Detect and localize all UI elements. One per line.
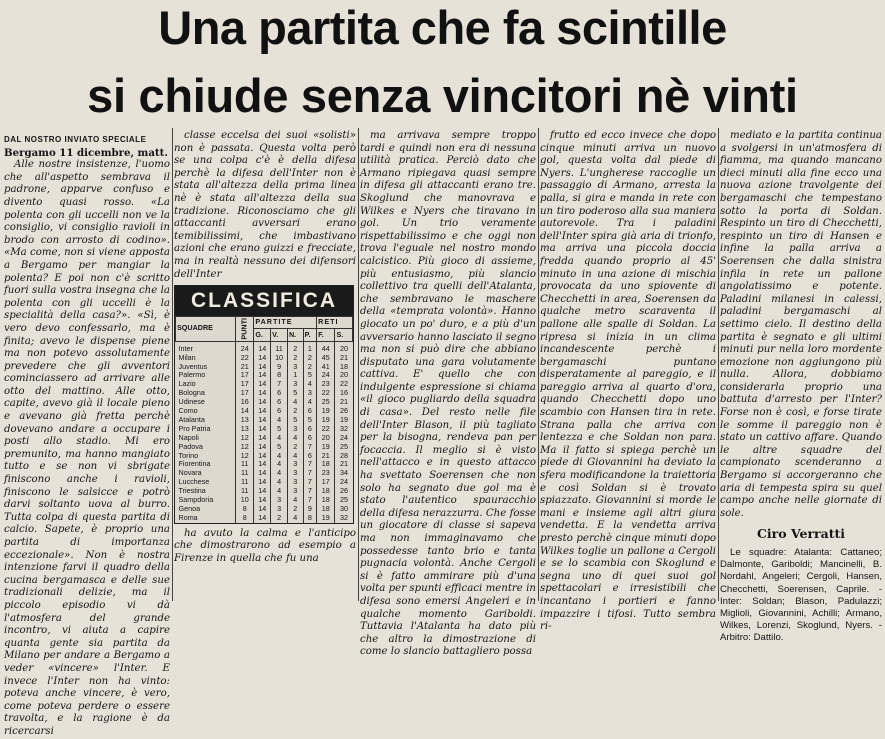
table-cell: 28 [335,452,353,461]
col-header-punti: PUNTI [236,317,254,342]
article-column-4 [540,130,716,633]
table-cell: 3 [287,363,303,372]
table-cell: 22 [317,425,335,434]
table-cell: 4 [271,416,288,425]
table-cell: 4 [271,487,288,496]
table-cell: 30 [335,505,353,514]
table-cell: 1 [303,341,317,353]
table-cell: 14 [254,434,271,443]
team-name: Juventus [178,361,208,371]
team-name: Roma [178,512,198,522]
table-row [176,341,353,353]
table-cell: 17 [236,380,254,389]
table-cell: 21 [317,452,335,461]
table-cell: 21 [335,354,353,363]
table-cell: 14 [254,460,271,469]
author-signature: Ciro Verratti [756,526,846,542]
table-cell: 6 [303,425,317,434]
table-cell: 7 [303,496,317,505]
table-cell: 41 [317,363,335,372]
table-cell: 14 [254,389,271,398]
table-cell: 26 [335,487,353,496]
table-cell: 6 [303,452,317,461]
table-cell: 2 [287,407,303,416]
table-cell: 3 [271,496,288,505]
body-text: ha avuto la calma e l'anticipo che dimostrarono ad esempio a Firenze in quella che fu una [174,527,356,564]
team-name: Palermo [178,370,206,380]
table-cell: 12 [236,434,254,443]
table-cell: 14 [254,505,271,514]
col-header-n: N. [287,329,303,341]
body-text: classe eccelsa dei suoi «solisti» non è passata. Questa volta però se una colpa c'è è della difesa perchè la difesa dell'Inter non è stata all'altezza della prima linea nè è stata all'altezza della sua tradizione. Riconosciamo che gli attaccanti avversari erano temibilissimi, che imbastivano azioni che erano guizzi e frecciate, ma in realtà nessuno dei difensori dell'Inter [174,130,356,280]
table-cell: 8 [236,514,254,523]
table-cell: 25 [335,496,353,505]
dateline: DAL NOSTRO INVIATO SPECIALE [4,135,147,144]
table-cell: 4 [303,398,317,407]
team-name: Como [178,406,198,416]
table-cell: 23 [317,469,335,478]
table-cell: 13 [236,416,254,425]
standings-grid [175,316,353,523]
table-cell: 4 [271,469,288,478]
col-header-partite: PARTITE [254,317,317,329]
table-cell: 6 [303,434,317,443]
table-cell: 19 [317,416,335,425]
table-cell: 7 [303,460,317,469]
table-cell: 9 [271,363,288,372]
table-cell: 11 [236,487,254,496]
table-cell: 7 [303,487,317,496]
table-cell: 2 [287,354,303,363]
table-cell: 2 [287,505,303,514]
table-cell: 18 [317,460,335,469]
team-name: Lazio [178,379,196,389]
column-rule [538,128,539,601]
body-text: Alle nostre insistenze, l'uomo che all'aspetto sembrava il padrone, apparve confuso e divento quasi rosso. «La polenta con gli uccelli non ve la consiglio, vi consiglio ravioli in brodo con arrosto di codino». «Ma come, non si viene apposta a Bergamo per mangiar la polenta? E poi non c'è scritto fuori sulla vostra insegna che la polenta con gli uccelli è la specialità della casa?». «Sì, è vero devo confessarlo, ma è finita; avevo le dispense piene ma non potevo assolutamente prevedere che gli avventori cominciassero ad arrivare alle otto del mattino. Alle otto, capite, avevo già il locale pieno e avevano già fretta perchè dovevano andare a occupare i posti allo stadio. Mi ero premunito, ma hanno mangiato tutto e se non vi sbrigate finiscono anche i ravioli, finiscono le salsicce e potrò darvi soltanto uova al burro. Tutta colpa di questa partita di calcio. Sapete, è proprio una partita di importanza eccezionale». Non è nostra intenzione farvi il quadro della cucina bergamasca e delle sue tradizionali delizie, ma il piccolo episodio vi dà l'atmosfera del grande incontro, vi aiuta a capire quanta gente sia partita da Milano per andare a Bergamo a veder «vincere» l'Inter. E invece l'Inter non ha vinto: poteva anche vincere, è vero, come poteva perdere o essere travolta, e la ragione è da ricercarsi [4,159,170,737]
team-name: Padova [178,441,203,451]
table-cell: 3 [287,469,303,478]
team-name: Torino [178,450,199,460]
table-cell: 4 [271,452,288,461]
table-cell: 17 [317,478,335,487]
table-cell: 18 [317,487,335,496]
table-cell: 8 [271,371,288,380]
table-cell: 3 [287,487,303,496]
headline-line-1: Una partita che fa scintille [158,1,727,54]
table-cell: 22 [236,354,254,363]
col-header-p: P. [303,329,317,341]
table-cell: 25 [317,398,335,407]
table-cell: 2 [303,363,317,372]
col-header-f: F. [317,329,335,341]
article-column-1 [4,130,170,737]
table-cell: 14 [254,354,271,363]
table-cell: 14 [254,398,271,407]
table-cell: 4 [287,514,303,523]
table-cell: 6 [271,407,288,416]
table-cell: 32 [335,514,353,523]
table-cell: 22 [317,389,335,398]
table-cell: 1 [287,371,303,380]
table-cell: 14 [254,443,271,452]
table-cell: 2 [287,341,303,353]
table-cell: 11 [236,460,254,469]
table-cell: 24 [335,478,353,487]
table-cell: 12 [236,452,254,461]
table-cell: 6 [271,389,288,398]
team-name: Udinese [178,397,205,407]
team-name: Sampdoria [178,495,214,505]
team-name: Pro Patria [178,423,211,433]
table-cell: 16 [335,389,353,398]
table-cell: 24 [236,341,254,353]
table-cell: 20 [335,341,353,353]
table-cell: 4 [271,460,288,469]
table-cell: 2 [287,443,303,452]
table-cell: 44 [317,341,335,353]
table-cell: 4 [271,434,288,443]
table-cell: 45 [317,354,335,363]
table-cell: 18 [317,496,335,505]
table-cell: 7 [303,469,317,478]
table-cell: 19 [317,407,335,416]
standings-body [176,341,353,523]
article-column-5 [720,130,882,644]
table-cell: 14 [254,363,271,372]
table-cell: 24 [335,434,353,443]
table-cell: 4 [287,496,303,505]
table-cell: 20 [335,371,353,380]
team-name: Bologna [178,388,205,398]
table-cell: 7 [303,478,317,487]
table-cell: 6 [303,407,317,416]
table-cell: 21 [236,363,254,372]
table-cell: 3 [287,460,303,469]
table-cell: 14 [236,407,254,416]
table-cell: 6 [271,398,288,407]
table-cell: 14 [254,487,271,496]
table-cell: 22 [335,380,353,389]
table-cell: 14 [254,496,271,505]
table-cell: 4 [287,452,303,461]
article-column-2 [174,130,356,601]
table-cell: 4 [287,434,303,443]
table-cell: 3 [287,425,303,434]
table-cell: 4 [303,380,317,389]
table-cell: 9 [303,505,317,514]
table-cell: 17 [236,371,254,380]
team-name: Lucchese [178,477,210,487]
table-cell: 12 [236,443,254,452]
table-cell: 14 [254,371,271,380]
table-cell: 14 [254,407,271,416]
table-cell: 5 [287,416,303,425]
table-cell: 18 [317,505,335,514]
table-cell: 24 [317,371,335,380]
table-cell: 14 [254,514,271,523]
table-cell: 32 [335,425,353,434]
headline-line-2: si chiude senza vincitori nè vinti [87,69,798,122]
table-cell: 3 [271,505,288,514]
team-name: Napoli [178,432,199,442]
table-cell: 26 [335,407,353,416]
table-cell: 14 [254,469,271,478]
table-cell: 11 [236,469,254,478]
table-row [176,514,353,523]
body-text: mediato e la partita continua a svolgersi in un'atmosfera di fiamma, ma quando mancano dieci minuti alla fine ecco una nuova azione travolgente dei bergamaschi che tempestano sotto la porta di Soldan. Respinto un tiro di Checchetti, respinto un tiro di Hansen e infine la palla arriva a Soerensen che dalla sinistra infila in rete un pallone angolatissimo e potente. Paladini milanesi in calessi, paladini bergamaschi al settimo cielo. Il destino della partita è segnato e gli ultimi minuti pur nella loro mordente emozione non aggiungono più nulla. Allora, dobbiamo considerarla proprio una battuta d'arresto per l'Inter? Forse non è così, e forse tirate le somme il pareggio non è stato un cattivo affare. Quando le altre squadre del campionato scenderanno a Bergamo si accorgeranno che aria di tempesta spira su quel campo anche nelle giornate di sole. [720,130,882,519]
table-cell: 14 [254,416,271,425]
col-header-g: G. [254,329,271,341]
table-cell: 11 [271,341,288,353]
team-name: Novara [178,468,202,478]
table-cell: 14 [254,478,271,487]
table-cell: 5 [271,443,288,452]
table-cell: 18 [335,363,353,372]
team-lineups: Le squadre: Atalanta: Cattaneo; Dalmonte, Gariboldi; Mancinelli, B. Nordahl, Angeleri; Cergoli, Hansen, Checchetti, Soerensen, Caprile. - Inter: Soldan; Blason, Padulazzi; Miglioli, Giovannini, Achilli; Armano, Wilkes, Lorenzi, Skoglund, Nyers. - Arbitro: Dattilo. [720,547,882,644]
table-cell: 34 [335,469,353,478]
column-rule [718,128,719,601]
col-header-reti: RETI [317,317,353,329]
body-text: frutto ed ecco invece che dopo cinque minuti arriva un nuovo gol, questa volta dal piede di Nyers. L'ungherese raccoglie un passaggio di Armano, arresta la palla, si gira e manda in rete con un tiro poderoso alla sua maniera autorevole. Tra i paladini dell'Inter spira già aria di trionfo, ma arriva una piccola doccia fredda quando proprio al 45' minuto in una azione di mischia provocata da uno spiovente di Checchetti in area, Soerensen da qualche metro scaraventa il pallone alle spalle di Soldan. La ripresa si inizia in un clima incandescente perchè i bergamaschi puntano disperatamente al pareggio, e il pareggio arriva al quarto d'ora, quando Checchetti dopo uno scambio con Hansen tira in rete. Strana palla che arriva con lentezza e che Soldan non para. Ma il fatto si spiega perchè un piede di Giovannini ha deviato la sfera modificandone la traiettoria e così Soldan si è trovato spiazzato. Giovannini si morde le mani e insieme agli altri giura vendetta. E la vendetta arriva presto perchè cinque minuti dopo Wilkes toglie un pallone a Cergoli e se lo scambia con Skoglund e segna uno di quei suoi gol spettacolari e irresistibili che incantano i portieri e fanno impazzire i tifosi. Tutto sembra ri- [540,130,716,633]
col-header-s: S. [335,329,353,341]
body-text: ma arrivava sempre troppo tardi e quindi non era di nessuna utilità pratica. Perciò dato che Armano ripiegava quasi sempre in difesa gli attaccanti erano tre. Skoglund che manovrava e Wilkes e Nyers che tiravano in gol. Un trio veramente rispettabilissimo e che oggi non trova l'eguale nel nostro mondo calcistico. Più gioco di assieme, più entusiasmo, più slancio collettivo tra quelli dell'Atalanta, che sembravano le maschere della «temprata volontà». Hanno giocato un po' duro, e a più d'un avversario hanno lasciato il segno ma non si può dire che abbiano disputato una gara volutamente cattiva. E' quello che con indulgente espressione si chiama «il gioco pugliardo della squadra di casa». Del resto nelle file dell'Inter Blason, il più tagliato per la bisogna, rendeva pan per focaccia. Il meglio si è visto nell'attacco e in questo attacco ha svettato Soerensen che non solo ha segnato due gol ma è stato l'autentico spauracchio della difesa nerazzurra. Che fosse un giocatore di classe si sapeva ma non immaginavamo che possedesse tanto brio e tanta pugnacia volontà. Anche Cergoli si è fatto ammirare più d'una volta per spunti efficaci mentre in difesa sono emersi Angeleri e in qualche momento Gariboldi. Tuttavia l'Atalanta ha dato più che altro la dimostrazione di come lo slancio battagliero possa [360,130,536,658]
table-cell: 19 [335,416,353,425]
standings-table [174,285,354,524]
table-cell: 19 [317,514,335,523]
team-name: Atalanta [178,414,205,424]
col-header-squadre: SQUADRE [176,317,236,342]
table-cell: 2 [303,354,317,363]
table-cell: 4 [271,478,288,487]
table-cell: 13 [236,425,254,434]
team-name: Fiorentina [178,459,211,469]
table-cell: 19 [317,443,335,452]
column-rule [358,128,359,601]
table-cell: 5 [303,371,317,380]
table-cell: 25 [335,443,353,452]
table-cell: 10 [236,496,254,505]
column-rule [172,128,173,601]
standings-title: CLASSIFICA [175,286,353,316]
table-cell: 7 [271,380,288,389]
table-cell: 10 [271,354,288,363]
table-cell: 14 [254,341,271,353]
table-cell: 17 [236,389,254,398]
table-cell: 5 [303,416,317,425]
place-date: Bergamo 11 dicembre, matt. [4,146,168,159]
table-cell: 8 [303,514,317,523]
table-cell: 2 [271,514,288,523]
table-cell: 3 [287,478,303,487]
team-name: Milan [178,352,196,362]
table-cell: 14 [254,380,271,389]
table-cell: 20 [317,434,335,443]
table-cell: 5 [271,425,288,434]
table-cell: 11 [236,478,254,487]
table-cell: 3 [287,380,303,389]
table-cell: 8 [236,505,254,514]
table-cell: 14 [254,425,271,434]
table-cell: 3 [303,389,317,398]
table-cell: 16 [236,398,254,407]
team-name: Triestina [178,486,206,496]
team-name: Genoa [178,504,201,513]
col-header-v: V. [271,329,288,341]
table-cell: 14 [254,452,271,461]
table-cell: 23 [317,380,335,389]
table-cell: 4 [287,398,303,407]
article-column-3 [360,130,536,658]
table-cell: 7 [303,443,317,452]
table-cell: 21 [335,398,353,407]
table-cell: 21 [335,460,353,469]
team-name: Inter [178,343,193,353]
table-cell: 5 [287,389,303,398]
